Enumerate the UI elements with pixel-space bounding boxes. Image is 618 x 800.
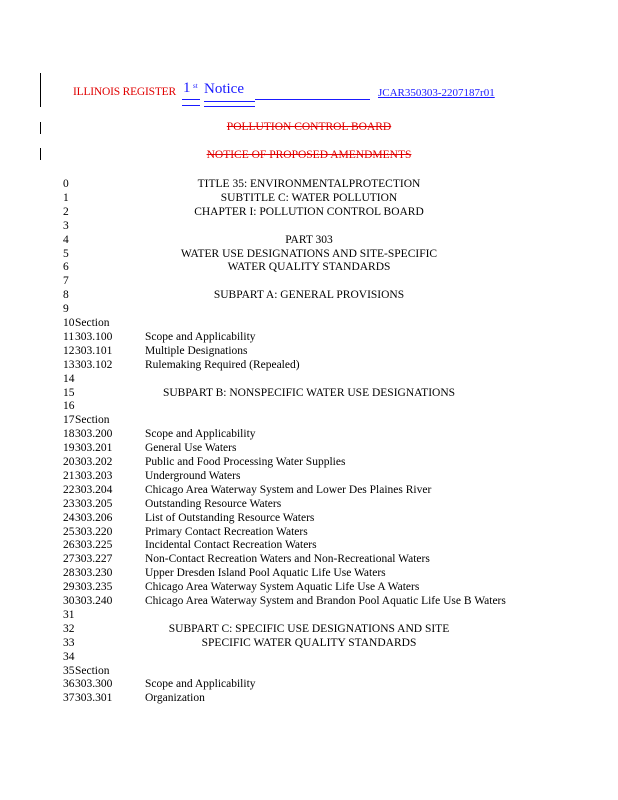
line-number: 12 <box>63 344 75 357</box>
section-number: 303.200 <box>75 428 113 441</box>
section-title: General Use Waters <box>145 442 237 455</box>
document-line <box>0 247 618 261</box>
document-line <box>0 538 618 552</box>
deleted-board-name: POLLUTION CONTROL BOARD <box>226 121 392 133</box>
section-title: Organization <box>145 692 205 705</box>
section-number: 303.227 <box>75 553 113 566</box>
register-title: ILLINOIS REGISTER <box>73 86 176 98</box>
section-title: Primary Contact Recreation Waters <box>145 525 308 538</box>
section-title: Underground Waters <box>145 469 241 482</box>
line-number: 33 <box>63 636 75 649</box>
section-title: Incidental Contact Recreation Waters <box>145 539 317 552</box>
section-number: 303.230 <box>75 567 113 580</box>
line-number: 4 <box>63 233 69 246</box>
section-number: Section <box>75 664 110 677</box>
page-header <box>73 80 533 114</box>
section-title: Scope and Applicability <box>145 330 256 343</box>
document-line <box>0 233 618 247</box>
section-number: Section <box>75 317 110 329</box>
heading-text: SUBTITLE C: WATER POLLUTION <box>220 191 398 204</box>
line-number: 29 <box>63 581 75 594</box>
document-line <box>0 691 618 705</box>
deleted-notice-title: NOTICE OF PROPOSED AMENDMENTS <box>206 149 412 161</box>
section-title: List of Outstanding Resource Waters <box>145 511 315 524</box>
heading-text: WATER USE DESIGNATIONS AND SITE-SPECIFIC <box>180 247 438 260</box>
line-number: 24 <box>63 511 75 524</box>
line-number: 25 <box>63 525 75 538</box>
section-title: Multiple Designations <box>145 344 248 357</box>
document-line <box>0 636 618 650</box>
section-number: 303.205 <box>75 497 113 510</box>
line-number: 23 <box>63 497 75 510</box>
line-number: 26 <box>63 539 75 552</box>
line-number: 22 <box>63 483 75 496</box>
section-title: Chicago Area Waterway System and Brandon Pool Aquatic Life Use B Waters <box>145 595 506 607</box>
heading-text: SUBPART C: SPECIFIC USE DESIGNATIONS AND SITE <box>168 622 450 635</box>
document-line <box>0 455 618 469</box>
section-number: 303.301 <box>75 692 113 705</box>
line-number: 13 <box>63 358 75 371</box>
document-line <box>0 413 618 427</box>
jcar-code: JCAR350303-2207187r01 <box>378 87 495 99</box>
document-line <box>0 260 618 274</box>
document-line <box>0 344 618 358</box>
section-number: 303.206 <box>75 511 113 524</box>
document-line <box>0 552 618 566</box>
section-number: 303.101 <box>75 344 113 357</box>
line-number: 16 <box>63 400 75 413</box>
line-number: 15 <box>63 386 75 399</box>
section-title: Non-Contact Recreation Waters and Non-Recreational Waters <box>145 553 430 566</box>
section-title: Scope and Applicability <box>145 428 256 441</box>
line-number: 37 <box>63 692 75 705</box>
header-ordinal: st <box>193 82 198 90</box>
header-number: 1 <box>183 80 191 96</box>
line-number: 31 <box>63 608 75 621</box>
line-number: 9 <box>63 303 69 316</box>
line-number: 35 <box>63 664 75 677</box>
section-number: 303.204 <box>75 483 113 496</box>
document-line <box>0 399 618 413</box>
section-title: Upper Dresden Island Pool Aquatic Life Use Waters <box>145 567 386 580</box>
line-number: 34 <box>63 650 75 663</box>
notice-label: Notice <box>204 81 244 97</box>
line-number: 11 <box>63 330 75 343</box>
document-line <box>0 302 618 316</box>
document-line <box>0 441 618 455</box>
heading-text: SUBPART B: NONSPECIFIC WATER USE DESIGNATIONS <box>162 386 456 399</box>
document-line <box>0 358 618 372</box>
document-line <box>0 427 618 441</box>
section-title: Public and Food Processing Water Supplies <box>145 456 346 468</box>
document-line <box>0 566 618 580</box>
line-number: 21 <box>63 469 75 482</box>
document-line <box>0 497 618 511</box>
line-number: 19 <box>63 442 75 455</box>
document-line <box>0 316 618 330</box>
document-line <box>0 372 618 386</box>
section-number: 303.102 <box>75 358 113 371</box>
line-number: 30 <box>63 595 75 607</box>
section-title: Scope and Applicability <box>145 678 256 691</box>
change-bar <box>40 73 41 107</box>
document-line <box>0 650 618 664</box>
section-title: Outstanding Resource Waters <box>145 497 282 510</box>
document-line <box>0 177 618 191</box>
section-number: 303.202 <box>75 456 113 468</box>
document-line <box>0 288 618 302</box>
notice-underline <box>204 101 255 107</box>
section-number: 303.300 <box>75 678 113 691</box>
section-title: Chicago Area Waterway System and Lower Des Plaines River <box>145 483 432 496</box>
section-title: Rulemaking Required (Repealed) <box>145 358 300 371</box>
line-number: 0 <box>63 178 69 190</box>
document-line <box>0 330 618 344</box>
line-number: 17 <box>63 414 75 427</box>
line-number: 28 <box>63 567 75 580</box>
document-line <box>0 525 618 539</box>
line-number: 32 <box>63 622 75 635</box>
line-number: 8 <box>63 289 69 302</box>
section-title: Chicago Area Waterway System Aquatic Life Use A Waters <box>145 581 420 594</box>
document-line <box>0 191 618 205</box>
header-mark <box>182 99 200 106</box>
line-number: 27 <box>63 553 75 566</box>
line-number: 20 <box>63 456 75 468</box>
line-number: 36 <box>63 678 75 691</box>
document-line <box>0 205 618 219</box>
section-number: 303.240 <box>75 595 113 607</box>
document-line <box>0 483 618 497</box>
line-number: 2 <box>63 205 69 218</box>
line-number: 7 <box>63 275 69 288</box>
line-number: 10 <box>63 317 75 329</box>
line-number: 6 <box>63 261 69 274</box>
section-number: 303.201 <box>75 442 113 455</box>
document-line <box>0 594 618 608</box>
line-number: 5 <box>63 247 69 260</box>
section-number: Section <box>75 414 110 427</box>
line-number: 1 <box>63 191 69 204</box>
document-line <box>0 386 618 400</box>
section-number: 303.203 <box>75 469 113 482</box>
heading-text: SPECIFIC WATER QUALITY STANDARDS <box>201 636 417 649</box>
line-number: 18 <box>63 428 75 441</box>
document-line <box>0 219 618 233</box>
header-underline <box>255 99 370 100</box>
document-line <box>0 664 618 678</box>
document-line <box>0 511 618 525</box>
line-number: 14 <box>63 372 75 385</box>
document-line <box>0 677 618 691</box>
section-number: 303.220 <box>75 525 113 538</box>
document-line <box>0 469 618 483</box>
document-line <box>0 580 618 594</box>
heading-text: CHAPTER I: POLLUTION CONTROL BOARD <box>194 205 424 218</box>
heading-text: TITLE 35: ENVIRONMENTALPROTECTION <box>197 178 421 190</box>
heading-text: PART 303 <box>285 233 333 246</box>
section-number: 303.225 <box>75 539 113 552</box>
document-line <box>0 274 618 288</box>
document-line <box>0 608 618 622</box>
document-line <box>0 622 618 636</box>
section-number: 303.235 <box>75 581 113 594</box>
section-number: 303.100 <box>75 330 113 343</box>
line-number: 3 <box>63 219 69 232</box>
heading-text: WATER QUALITY STANDARDS <box>227 261 391 274</box>
heading-text: SUBPART A: GENERAL PROVISIONS <box>213 289 405 302</box>
